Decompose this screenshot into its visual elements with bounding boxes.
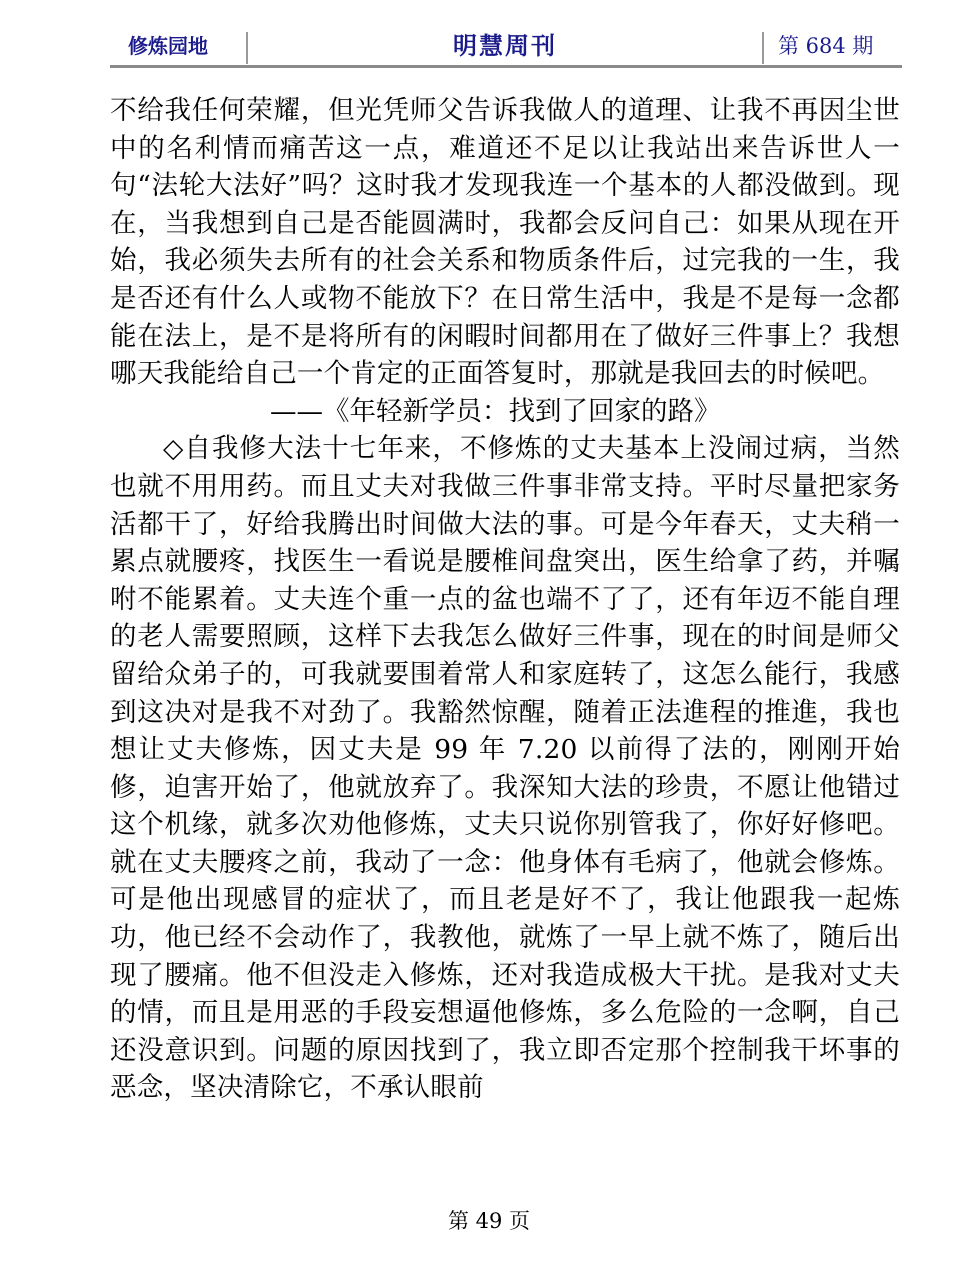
issue-number: 第 684 期 [778, 34, 874, 58]
article-source: ——《年轻新学员：找到了回家的路》 [270, 395, 721, 427]
section-title: 修炼园地 [128, 34, 208, 58]
header-divider-right [762, 32, 764, 64]
page-header [110, 28, 900, 64]
page-number: 第 49 页 [447, 1209, 531, 1233]
article-body [110, 92, 900, 1107]
header-rule [110, 65, 902, 68]
paragraph-1: 不给我任何荣耀，但光凭师父告诉我做人的道理、让我不再因尘世中的名利情而痛苦这一点，难道还不足以让我站出来告诉世人一句“法轮大法好”吗？这时我才发现我连一个基本的人都没做到。现在，当我想到自己是否能圆满时，我都会反问自己：如果从现在开始，我必须失去所有的社会关系和物质条件后，过完我的一生，我是否还有什么人或物不能放下？在日常生活中，我是不是每一念都能在法上，是不是将所有的闲暇时间都用在了做好三件事上？我想哪天我能给自己一个肯定的正面答复时，那就是我回去的时候吧。 [110, 95, 900, 390]
publication-title: 明慧周刊 [453, 32, 557, 60]
paragraph-2: ◇自我修大法十七年来，不修炼的丈夫基本上没闹过病，当然也就不用用药。而且丈夫对我做三件事非常支持。平时尽量把家务活都干了，好给我腾出时间做大法的事。可是今年春天，丈夫稍一累点就腰疼，找医生一看说是腰椎间盘突出，医生给拿了药，并嘱咐不能累着。丈夫连个重一点的盆也端不了了，还有年迈不能自理的老人需要照顾，这样下去我怎么做好三件事，现在的时间是师父留给众弟子的，可我就要围着常人和家庭转了，这怎么能行，我感到这决对是我不对劲了。我豁然惊醒，随着正法進程的推進，我也想让丈夫修炼，因丈夫是 99 年 7.20 以前得了法的，刚刚开始修，迫害开始了，他就放弃了。我深知大法的珍贵，不愿让他错过这个机缘，就多次劝他修炼，丈夫只说你别管我了，你好好修吧。就在丈夫腰疼之前，我动了一念：他身体有毛病了，他就会修炼。可是他出现感冒的症状了，而且老是好不了，我让他跟我一起炼功，他已经不会动作了，我教他，就炼了一早上就不炼了，随后出现了腰痛。他不但没走入修炼，还对我造成极大干扰。是我对丈夫的情，而且是用恶的手段妄想逼他修炼，多么危险的一念啊，自己还没意识到。问题的原因找到了，我立即否定那个控制我干坏事的恶念，坚决清除它，不承认眼前 [110, 433, 900, 1104]
